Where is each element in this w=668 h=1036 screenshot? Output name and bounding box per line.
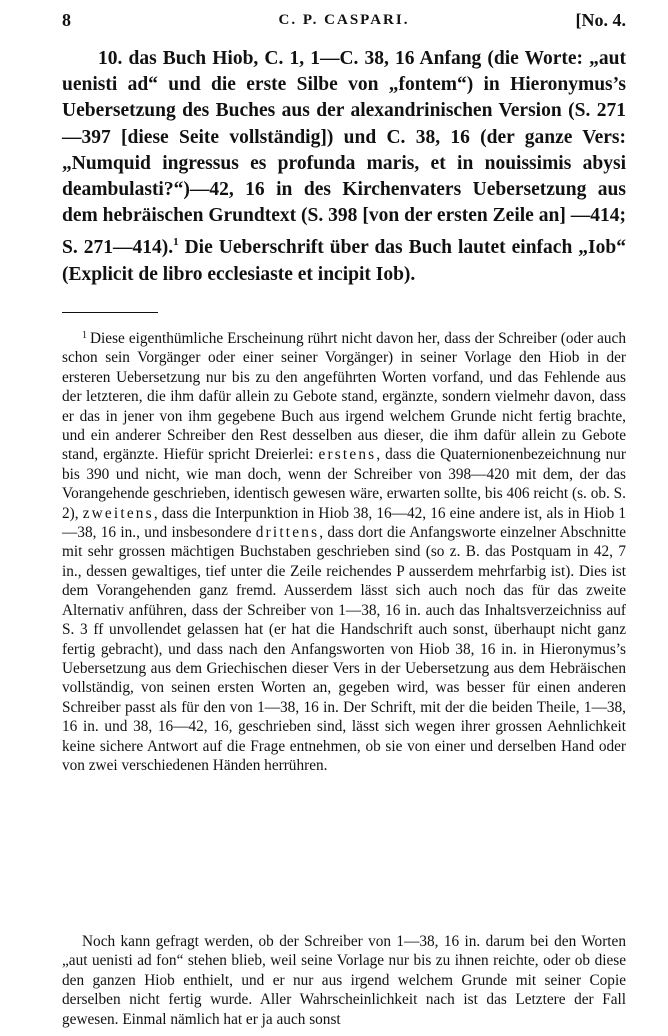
footnote-continuation-paragraph: Noch kann gefragt werden, ob der Schreiber von 1—38, 16 in. darum bei den Worten „aut uenisti ad fon“ stehen blieb, weil seine Vorlage nur bis zu ihnen reichte, oder ob diese den ganzen Hiob enthielt, und er nur aus irgend welchem Grunde mit seiner Copie derselben nicht fertig wurde. Aller Wahrscheinlichkeit nach ist das Letztere der Fall gewesen. Einmal nämlich hat er ja auch sonst (62, 933, 626, 1028)
main-text-before-note: 10. das Buch Hiob, C. 1, 1—C. 38, 16 Anfang (die Worte: „aut uenisti ad“ und die erste Silbe von „fontem“) in Hieronymus’s Uebersetzung des Buches aus der alexandrinischen Version (S. 271—397 [diese Seite vollständig]) und C. 38, 16 (der ganze Vers: „Numquid ingressus es profunda maris, et in nouissimis abysi deambulasti?“)—42, 16 in des Kirchenvaters Uebersetzung aus dem hebräischen Grundtext (S. 398 [von der ersten Zeile an] —414; S. 271—414). (62, 48, 626, 259)
page-number: 8 (62, 10, 71, 30)
footnote-text-4: , dass dort die Anfangsworte einzelner Abschnitte mit sehr grossen mächtigen Buchstaben geschrieben sind (so z. B. das Postquam in 42, 7 in., dessen gewaltiges, tief unter die Zeile reichendes P ausserdem mehrfarbig ist). Dies ist dem Vorangehenden ganz fremd. Ausserdem lässt sich auch noch das für das zweite Alternativ anführen, dass der Schreiber von 1—38, 16 in. auch das Inhaltsverzeichniss auf S. 3 ff unvollendet gelassen hat (er hat die Handschrift auch sonst, überhaupt nicht ganz fertig gebracht), und dass nach den Anfangsworten von Hiob 38, 16 in. in Hieronymus’s Uebersetzung aus dem Griechischen dieser Vers in der Uebersetzung aus dem Hebräischen vollständig, von seinen ersten Worten an, gegeben wird, was besser für einen anderen Schreiber passt als für den von 1—38, 16 in. Der Schrift, mit der die beiden Theile, 1—38, 16 in. und 38, 16—42, 16, geschrieben sind, lässt sich wegen ihrer grossen Aehnlichkeit keine sichere Antwort auf die Frage entnehmen, ob sie von einer und derselben Hand oder von zwei verschiedenen Händen herrühren. (62, 524, 626, 774)
footnote-text-2: , dass die Quaternionenbezeichnung nur bis 390 und nicht, wie man doch, wenn der Schreiber von 398—420 mit dem, der das Vorangehende geschrieben, identisch gewesen wäre, erwarten sollte, bis 406 reicht (s. ob. S. 2), (62, 446, 626, 522)
footnote-separator (62, 312, 158, 313)
main-paragraph (62, 46, 626, 288)
footnote-mark: 1 (82, 330, 87, 341)
footnote-spaced-zweitens: zweitens (82, 504, 154, 522)
main-text-after-note: Die Ueberschrift über das Buch lautet einfach „Iob“ (Explicit de libro ecclesiaste et incipit Iob). (62, 237, 626, 285)
footnote-text-1: Diese eigenthümliche Erscheinung rührt nicht davon her, dass der Schreiber (oder auch schon sein Vorgänger oder einer seiner Vorgänger) in seiner Vorlage den Hiob in der ersteren Uebersetzung nur bis zu den angeführten Worten vorfand, und das Fehlende aus der letzteren, die ihm dafür allein zu Gebote stand, ergänzte, sondern vielmehr davon, dass er das in jener von ihm gegebene Buch aus irgend welchem Grunde nicht fertig brachte, und ein anderer Schreiber den Rest desselben aus dieser, die ihm dafür allein zu Gebote stand, ergänzte. Hiefür spricht Dreierlei: (62, 330, 626, 464)
footnote-spaced-erstens: erstens (318, 446, 377, 464)
running-header (62, 10, 626, 34)
footnote-paragraph (62, 326, 626, 775)
footnote-spaced-drittens: drittens (255, 524, 320, 542)
issue-number: [No. 4. (575, 10, 626, 30)
footnote-text-3: , dass die Interpunktion in Hiob 38, 16—42, 16 eine andere ist, als in Hiob 1—38, 16 in., und insbesondere (62, 504, 626, 542)
footnote-reference[interactable]: 1 (173, 236, 179, 249)
running-title: C. P. CASPARI. (278, 12, 410, 28)
